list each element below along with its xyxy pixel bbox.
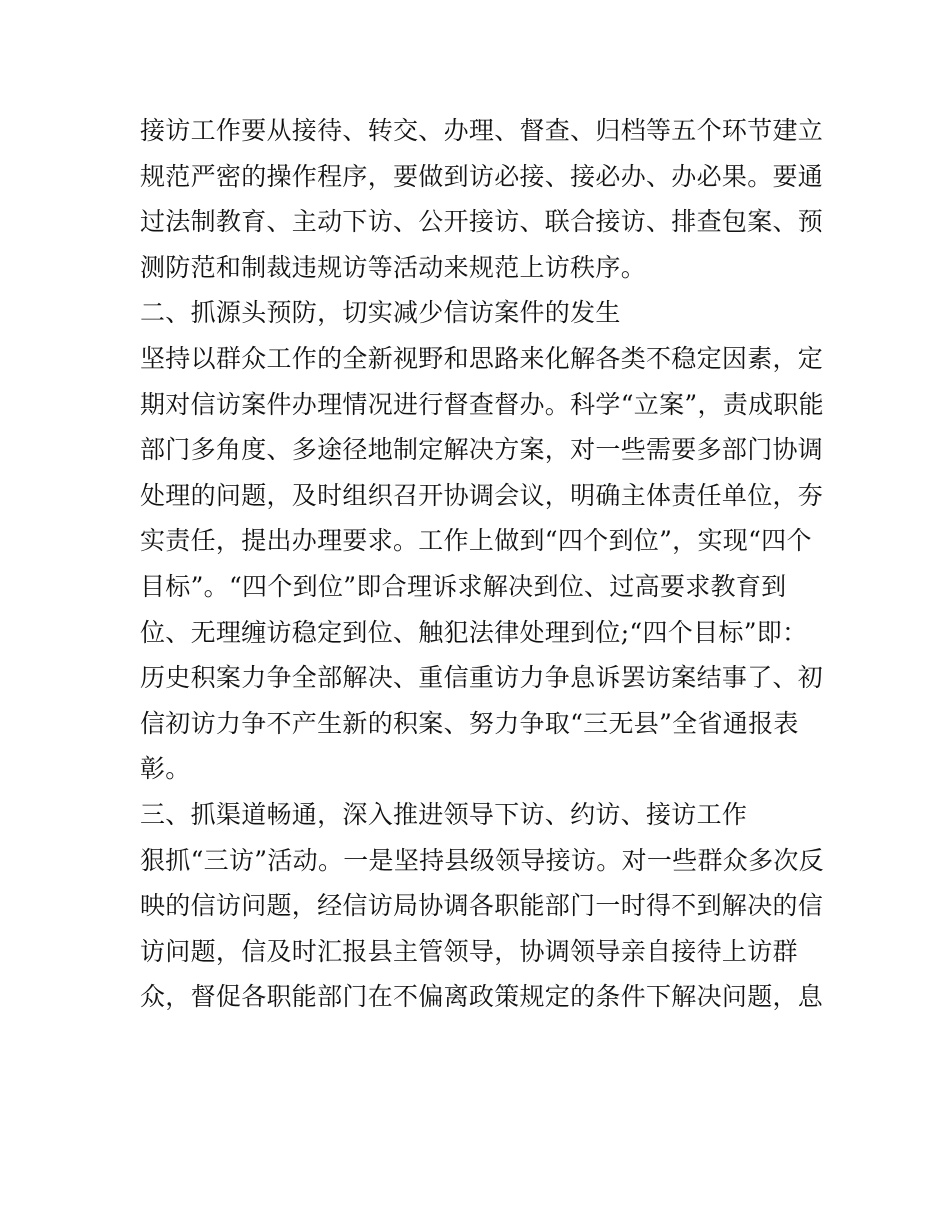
text-line: 部门多角度、多途径地制定解决方案，对一些需要多部门协调	[140, 435, 824, 465]
section-heading: 二、抓源头预防，切实减少信访案件的发生	[140, 298, 621, 328]
text-line: 彰。	[140, 754, 191, 784]
text-line: 处理的问题，及时组织召开协调会议，明确主体责任单位，夯	[140, 480, 824, 510]
text-line: 映的信访问题，经信访局协调各职能部门一时得不到解决的信	[140, 891, 824, 921]
text-line: 测防范和制裁违规访等活动来规范上访秩序。	[140, 252, 647, 282]
section-heading: 三、抓渠道畅通，深入推进领导下访、约访、接访工作	[140, 799, 748, 829]
text-line: 期对信访案件办理情况进行督查督办。科学“立案”，责成职能	[140, 389, 824, 419]
text-line: 位、无理缠访稳定到位、触犯法律处理到位;“四个目标”即：	[140, 617, 808, 647]
text-line: 接访工作要从接待、转交、办理、督查、归档等五个环节建立	[140, 116, 824, 145]
text-line: 目标”。“四个到位”即合理诉求解决到位、过高要求教育到	[140, 571, 787, 601]
text-line: 狠抓“三访”活动。一是坚持县级领导接访。对一些群众多次反	[140, 845, 824, 875]
text-line: 众，督促各职能部门在不偏离政策规定的条件下解决问题，息	[140, 982, 824, 1012]
body-text	[140, 108, 824, 1020]
text-line: 信初访力争不产生新的积案、努力争取“三无县”全省通报表	[140, 708, 799, 738]
text-line: 过法制教育、主动下访、公开接访、联合接访、排查包案、预	[140, 207, 824, 237]
text-line: 规范严密的操作程序，要做到访必接、接必办、办必果。要通	[140, 161, 824, 191]
text-line: 坚持以群众工作的全新视野和思路来化解各类不稳定因素，定	[140, 343, 824, 373]
text-line: 访问题，信及时汇报县主管领导，协调领导亲自接待上访群	[140, 936, 798, 966]
text-line: 实责任，提出办理要求。工作上做到“四个到位”，实现“四个	[140, 526, 812, 556]
text-line: 历史积案力争全部解决、重信重访力争息诉罢访案结事了、初	[140, 663, 824, 693]
